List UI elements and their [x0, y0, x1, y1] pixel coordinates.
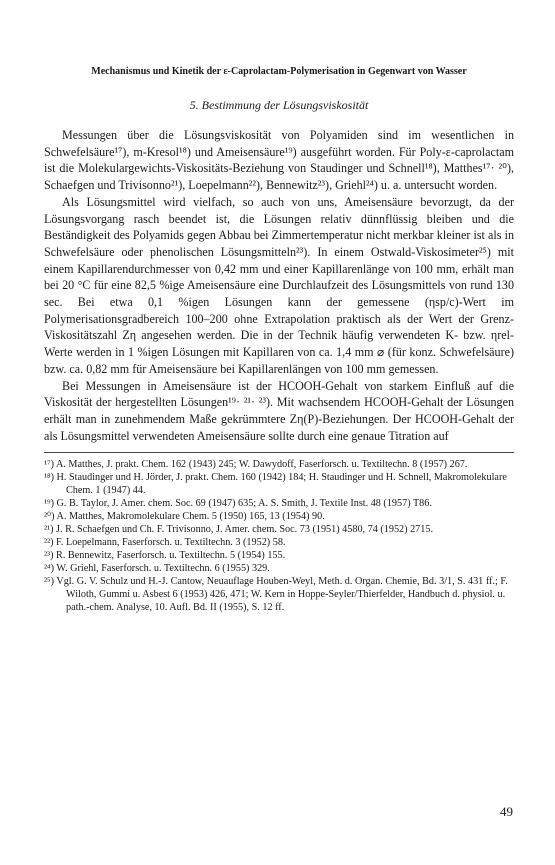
page — [44, 66, 514, 614]
paragraph-2: Als Lösungsmittel wird vielfach, so auch von uns, Ameisensäure bevorzugt, da der Lösungsvorgang rasch beendet ist, die Lösungen relativ dünnflüssig bleiben und die Beständigkeit des Polyamids gegen Abbau bei Zimmertemperatur nicht merkbar kleiner ist als in Schwefelsäure oder phenolischen Lösungsmitteln²³). In einem Ostwald-Viskosimeter²⁵) mit einem Kapillarendurchmesser von 0,42 mm und einer Kapillarenlänge von 100 mm, erhält man bei 20 °C für eine 82,5 %ige Ameisensäure eine Durchlaufzeit des Lösungsmittels von rund 130 sec. Bei etwa 0,1 %igen Lösungen kann der gemessene (ηsp/c)-Wert im Polymerisationsgradbereich 100–200 ohne Extrapolation praktisch als der Wert der Grenz-Viskositätszahl Zη angesehen werden. Die in der Technik häufig verwendeten K- bzw. ηrel-Werte werden in 1 %igen Lösungen mit Kapillaren von ca. 1,4 mm ⌀ (für konz. Schwefelsäure) bzw. ca. 0,82 mm für Ameisensäure bei Kapillarenlängen von 100 mm gemessen. — [44, 194, 514, 376]
paragraph-1: Messungen über die Lösungsviskosität von Polyamiden sind im wesentlichen in Schwefelsäure¹⁷), m-Kresol¹⁸) und Ameisensäure¹⁹) ausgeführt worden. Für Poly-ε-caprolactam ist die Molekulargewichts-Viskositäts-Beziehung von Staudinger und Schnell¹⁸), Matthes¹⁷· ²⁰), Schaefgen und Trivisonno²¹), Loepelmann²²), Bennewitz²³), Griehl²⁴) u. a. untersucht worden. — [44, 128, 514, 193]
page-number: 49 — [500, 804, 513, 819]
footnotes — [44, 452, 514, 614]
footnote-24: ²⁴) W. Griehl, Faserforsch. u. Textiltechn. 6 (1955) 329. — [44, 563, 270, 575]
footnote-22: ²²) F. Loepelmann, Faserforsch. u. Textiltechn. 3 (1952) 58. — [44, 537, 286, 549]
footnote-25: ²⁵) Vgl. G. V. Schulz und H.-J. Cantow, Neuauflage Houben-Weyl, Meth. d. Organ. Chemie, Bd. 3/1, S. 431 ff.; F. Wiloth, Gummi u. Asbest 6 (1953) 426, 471; W. Kern in Hoppe-Seyler/Thierfelder, Handbuch d. physiol. u. path.-chem. Analyse, 10. Aufl. Bd. II (1955), S. 12 ff. — [44, 576, 508, 614]
footnote-17: ¹⁷) A. Matthes, J. prakt. Chem. 162 (1943) 245; W. Dawydoff, Faserforsch. u. Textiltechn. 8 (1957) 267. — [44, 459, 468, 471]
running-head: Mechanismus und Kinetik der ε-Caprolactam-Polymerisation in Gegenwart von Wasser — [91, 66, 467, 77]
footnote-20: ²⁰) A. Matthes, Makromolekulare Chem. 5 (1950) 165, 13 (1954) 90. — [44, 511, 325, 523]
footnote-19: ¹⁹) G. B. Taylor, J. Amer. chem. Soc. 69 (1947) 635; A. S. Smith, J. Textile Inst. 48 (1957) T86. — [44, 498, 432, 510]
footnote-21: ²¹) J. R. Schaefgen und Ch. F. Trivisonno, J. Amer. chem. Soc. 73 (1951) 4580, 74 (1952) 2715. — [44, 524, 434, 536]
footnote-23: ²³) R. Bennewitz, Faserforsch. u. Textiltechn. 5 (1954) 155. — [44, 550, 286, 562]
paragraph-3: Bei Messungen in Ameisensäure ist der HCOOH-Gehalt von starkem Einfluß auf die Viskosität der hergestellten Lösungen¹⁹· ²¹· ²³). Mit wachsendem HCOOH-Gehalt der Lösungen erhält man in zunehmendem Maße gekrümmtere Zη(P)-Beziehungen. Der HCOOH-Gehalt der als Lösungsmittel verwendeten Ameisensäure sollte durch eine genaue Titration auf — [44, 378, 514, 443]
body-text — [44, 127, 514, 444]
section-title: 5. Bestimmung der Lösungsviskosität — [189, 98, 369, 112]
footnote-18: ¹⁸) H. Staudinger und H. Jörder, J. prakt. Chem. 160 (1942) 184; H. Staudinger und H. Schnell, Makromolekulare Chem. 1 (1947) 44. — [44, 472, 507, 497]
